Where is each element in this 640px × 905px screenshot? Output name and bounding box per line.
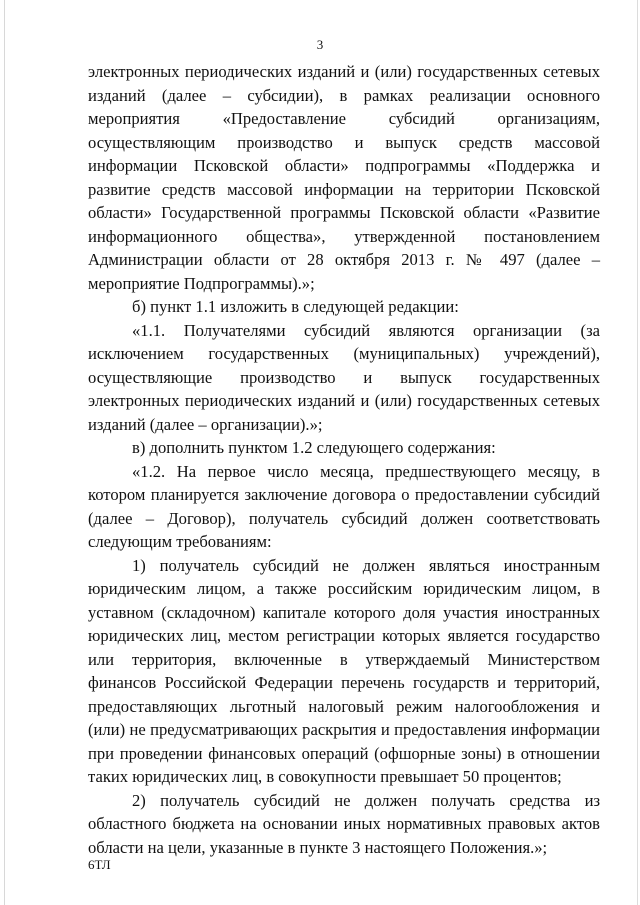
paragraph-requirement-2: 2) получатель субсидий не должен получать средства из областного бюджета на основании иных нормативных правовых актов области на цели, указанные в пункте 3 настоящего Положения.»; <box>88 790 600 857</box>
paragraph-item-v: в) дополнить пунктом 1.2 следующего содержания: <box>132 438 496 457</box>
paragraph-continuation: электронных периодических изданий и (или) государственных сетевых изданий (далее – субсидии), в рамках реализации основного мероприятия «Предоставление субсидий организациям, осуществляющим производство и выпуск средств массовой информации Псковской области» подпрограммы «Поддержка и развитие средств массовой информации на территории Псковской области» Государственной программы Псковской области «Развитие информационного общества», утвержденной постановлением Администрации области от 28 октября 2013 г. № 497 (далее – мероприятие Подпрограммы).»; <box>88 62 600 293</box>
footer-code: 6ТЛ <box>88 857 111 872</box>
paragraph-item-b: б) пункт 1.1 изложить в следующей редакции: <box>132 297 459 316</box>
paragraph-clause-1-2: «1.2. На первое число месяца, предшествующего месяцу, в котором планируется заключение договора о предоставлении субсидий (далее – Договор), получатель субсидий должен соответствовать следующим требованиям: <box>88 461 600 551</box>
paragraph-requirement-1: 1) получатель субсидий не должен являться иностранным юридическим лицом, а также российским юридическим лицом, в уставном (складочном) капитале которого доля участия иностранных юридических лиц, местом регистрации которых является государство или территория, включенные в утверждаемый Министерством финансов Российской Федерации перечень государств и территорий, предоставляющих льготный налоговый режим налогообложения и (или) не предусматривающих раскрытия и предоставления информации при проведении финансовых операций (офшорные зоны) в отношении таких юридических лиц, в совокупности превышает 50 процентов; <box>88 555 600 786</box>
scan-edge-right <box>637 0 638 905</box>
scan-edge-left <box>4 0 5 905</box>
paragraph-clause-1-1: «1.1. Получателями субсидий являются организации (за исключением государственных (муниципальных) учреждений), осуществляющие производство и выпуск государственных электронных периодических изданий и (или) государственных сетевых изданий (далее – организации).»; <box>88 320 600 434</box>
document-body <box>88 60 600 859</box>
page-number: 3 <box>316 37 324 52</box>
